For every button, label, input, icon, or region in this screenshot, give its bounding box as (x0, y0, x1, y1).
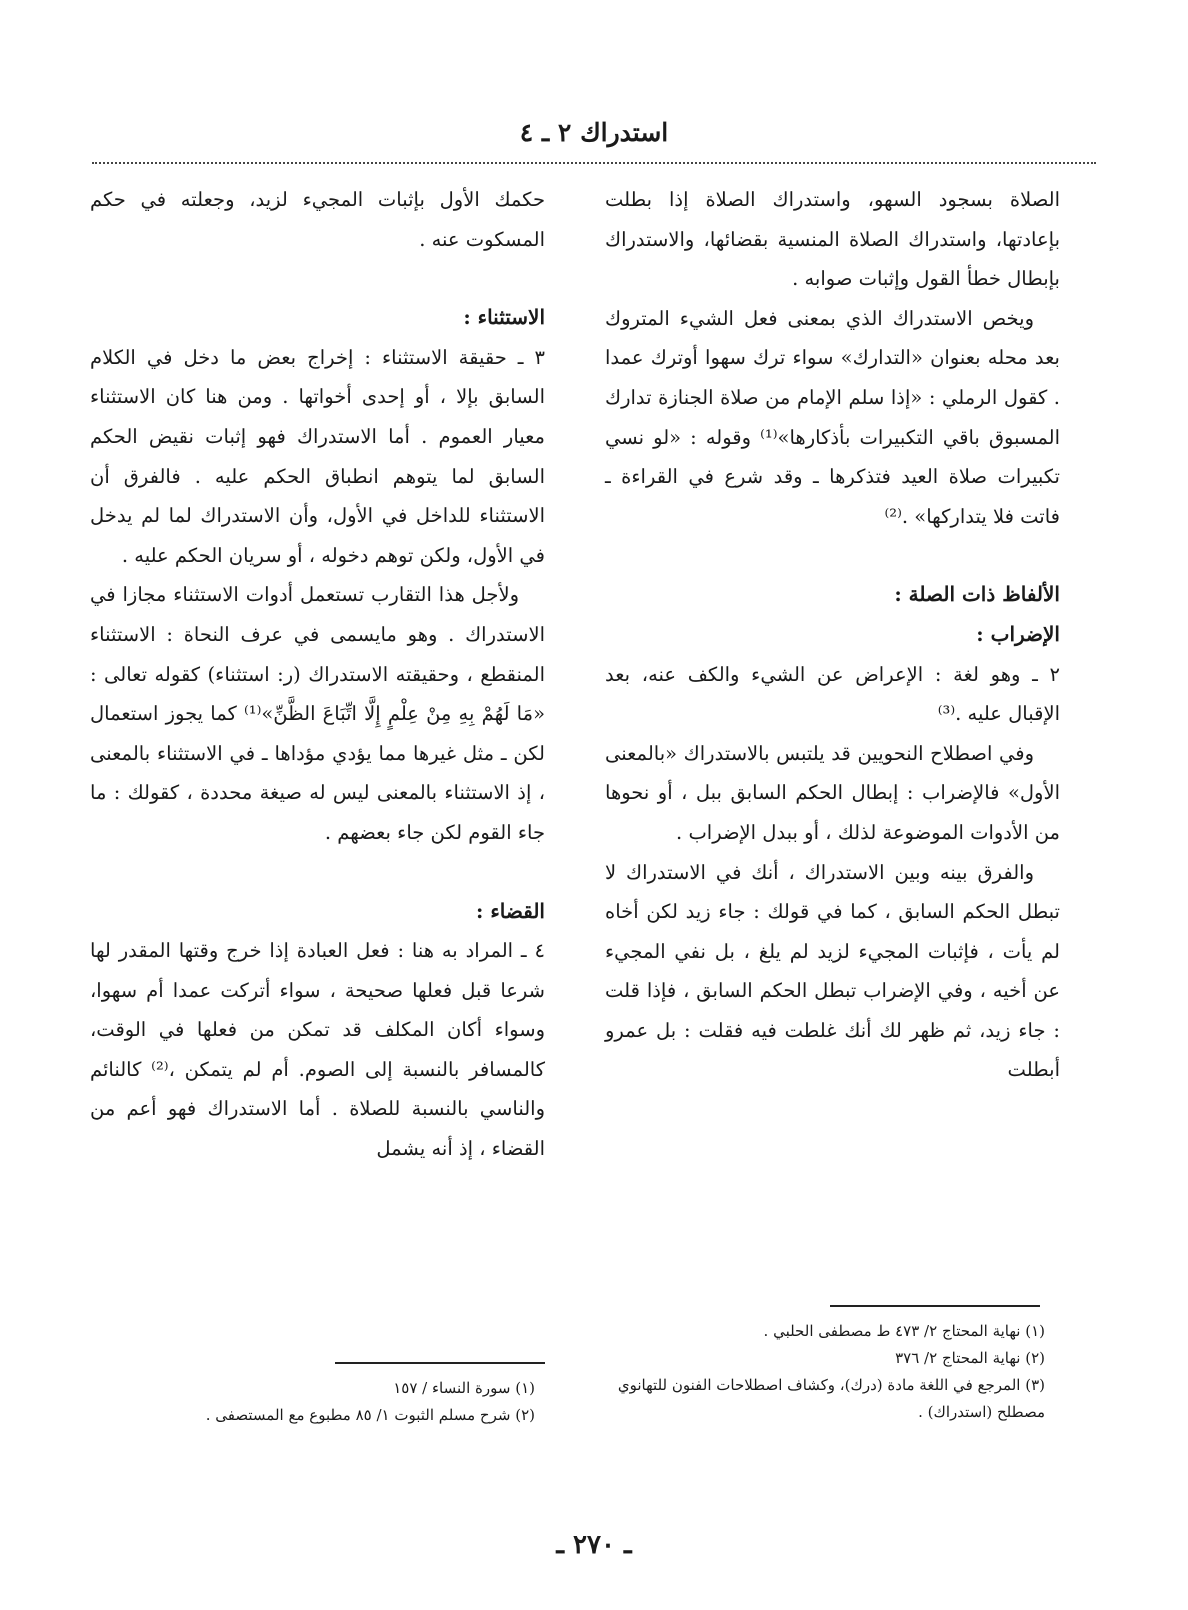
paragraph: ٢ ـ وهو لغة : الإعراض عن الشيء والكف عنه، بعد الإقبال عليه .⁽³⁾ (605, 662, 1060, 726)
right-footnotes (590, 1318, 1045, 1426)
footnote: (٢) شرح مسلم الثبوت ١/ ٨٥ مطبوع مع المستصفى . (205, 1406, 535, 1424)
paragraph: ويخص الاستدراك الذي بمعنى فعل الشيء المتروك بعد محله بعنوان «التدارك» سواء ترك سهوا أوترك عمدا . كقول الرملي : «إذا سلم الإمام من صلاة الجنازة تدارك المسبوق باقي التكبيرات بأذكارها»⁽¹⁾ وقوله : «لو نسي تكبيرات صلاة العيد فتذكرها ـ وقد شرع في القراءة ـ فاتت فلا يتداركها» .⁽²⁾ (605, 306, 1061, 528)
section-heading: الاستثناء : (463, 305, 545, 330)
section-gap (605, 536, 1060, 575)
footnote: (١) نهاية المحتاج ٢/ ٤٧٣ ط مصطفى الحلبي . (763, 1322, 1045, 1340)
paragraph: ولأجل هذا التقارب تستعمل أدوات الاستثناء مجازا في الاستدراك . وهو مايسمى في عرف النحاة : الاستثناء المنقطع ، وحقيقته الاستدراك (ر: استثناء) كقوله تعالى : «مَا لَهُمْ بِهِ مِنْ عِلْمٍ إِلَّا اتِّبَاعَ الظَّنِّ»⁽¹⁾ كما يجوز استعمال لكن ـ مثل غيرها مما يؤدي مؤداها ـ في الاستثناء بالمعنى ، إذ الاستثناء بالمعنى ليس له صيغة محددة ، كقولك : ما جاء القوم لكن جاء بعضهم . (90, 583, 545, 844)
left-column (90, 180, 545, 1169)
page-header: استدراك ٢ ـ ٤ (519, 118, 669, 147)
paragraph: وفي اصطلاح النحويين قد يلتبس بالاستدراك «بالمعنى الأول» فالإضراب : إبطال الحكم السابق ببل ، أو نحوها من الأدوات الموضوعة لذلك ، أو ببدل الإضراب . (605, 741, 1060, 844)
footnote: (٢) نهاية المحتاج ٢/ ٣٧٦ (895, 1349, 1045, 1367)
paragraph: الصلاة بسجود السهو، واستدراك الصلاة إذا بطلت بإعادتها، واستدراك الصلاة المنسية بقضائها، والاستدراك بإبطال خطأ القول وإثبات صوابه . (605, 188, 1060, 291)
right-footnote-divider (830, 1305, 1040, 1307)
paragraph: حكمك الأول بإثبات المجيء لزيد، وجعلته في حكم المسكوت عنه . (90, 188, 545, 251)
paragraph: ٣ ـ حقيقة الاستثناء : إخراج بعض ما دخل في الكلام السابق بإلا ، أو إحدى أخواتها . ومن هنا كان الاستثناء معيار العموم . أما الاستدراك فهو إثبات نقيض الحكم السابق لما يتوهم انطباق الحكم عليه . فالفرق أن الاستثناء للداخل في الأول، وأن الاستدراك لما لم يدخل في الأول، ولكن توهم دخوله ، أو سريان الحكم عليه . (90, 345, 545, 567)
section-heading: القضاء : (476, 898, 545, 923)
right-column (605, 180, 1060, 1090)
section-gap (90, 853, 545, 892)
left-footnote-divider (335, 1362, 545, 1364)
footnote: (٣) المرجع في اللغة مادة (درك)، وكشاف اصطلاحات الفنون للتهانوي مصطلح (استدراك) . (617, 1376, 1045, 1421)
page-number: ـ ٢٧٠ ـ (556, 1530, 632, 1560)
header-divider (92, 162, 1096, 164)
left-footnotes (80, 1375, 535, 1429)
section-gap (90, 259, 545, 298)
section-heading: الإضراب : (976, 621, 1060, 646)
section-heading: الألفاظ ذات الصلة : (894, 582, 1060, 607)
footnote: (١) سورة النساء / ١٥٧ (393, 1379, 535, 1397)
paragraph: ٤ ـ المراد به هنا : فعل العبادة إذا خرج وقتها المقدر لها شرعا قبل فعلها صحيحة ، سواء أتركت عمدا أم سهوا، وسواء أكان المكلف قد تمكن من فعلها في الوقت، كالمسافر بالنسبة إلى الصوم. أم لم يتمكن ،⁽²⁾ كالنائم والناسي بالنسبة للصلاة . أما الاستدراك فهو أعم من القضاء ، إذ أنه يشمل (90, 939, 545, 1161)
paragraph: والفرق بينه وبين الاستدراك ، أنك في الاستدراك لا تبطل الحكم السابق ، كما في قولك : جاء زيد لكن أخاه لم يأت ، فإثبات المجيء لزيد لم يلغ ، بل نفي المجيء عن أخيه ، وفي الإضراب تبطل الحكم السابق ، فإذا قلت : جاء زيد، ثم ظهر لك أنك غلطت فيه فقلت : بل عمرو أبطلت (605, 860, 1060, 1082)
